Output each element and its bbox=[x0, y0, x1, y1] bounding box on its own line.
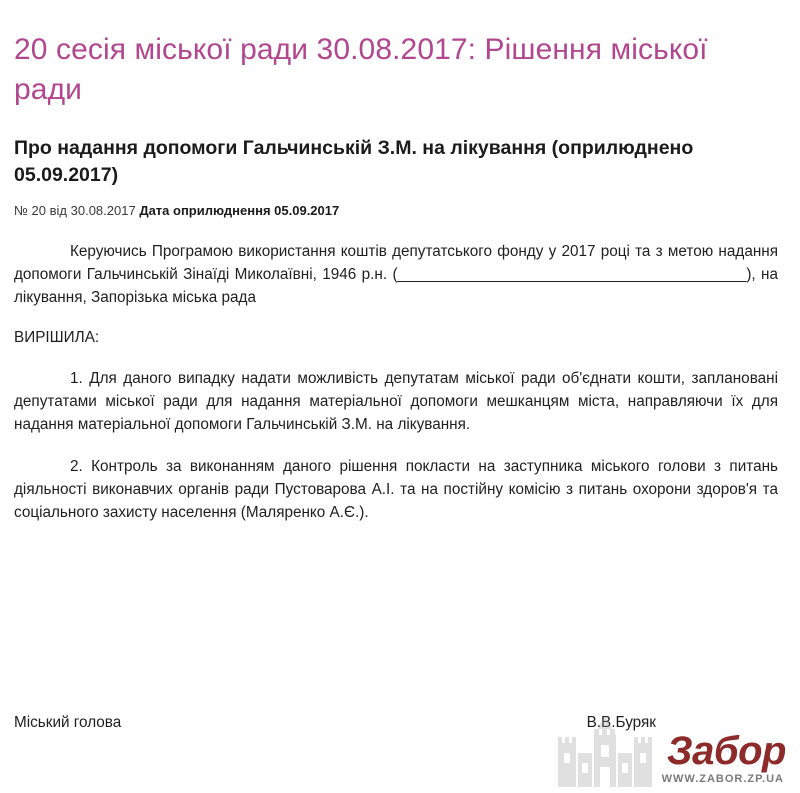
signature-name: В.В.Буряк bbox=[586, 714, 656, 731]
document-subtitle: Про надання допомоги Гальчинській З.М. на лікування (оприлюднено 05.09.2017) bbox=[14, 137, 694, 187]
page-title: 20 сесія міської ради 30.08.2017: Рішення міської ради bbox=[14, 33, 708, 106]
document-paragraph-decided: ВИРІШИЛА: bbox=[14, 328, 100, 346]
document-meta bbox=[14, 203, 778, 220]
signature-position: Міський голова bbox=[14, 714, 122, 731]
document-paragraph-preamble: Керуючись Програмою використання коштів депутатського фонду у 2017 році та з метою надання допомоги Гальчинській Зінаїді Миколаївні, 1946 р.н. (_________________________________________), на лікування, Запорізька міська рада bbox=[14, 242, 778, 307]
signature-block bbox=[14, 714, 778, 732]
document-publication-date: Дата оприлюднення 05.09.2017 bbox=[139, 203, 340, 218]
document-paragraph-2: 2. Контроль за виконанням даного рішення покласти на заступника міського голови з питань діяльності виконавчих органів ради Пустоварова А.І. та на постійну комісію з питань охорони здоров'я та соціального захисту населення (Маляренко А.Є.). bbox=[14, 457, 778, 522]
watermark-subtext: WWW.ZABOR.ZP.UA bbox=[661, 773, 784, 785]
watermark-text: Забор bbox=[666, 729, 786, 773]
document-paragraph-1: 1. Для даного випадку надати можливість депутатам міської ради об'єднати кошти, заплановані депутатами міської ради для надання матеріальної допомоги мешканцям міста, направляючи їх для надання матеріальної допомоги Гальчинській З.М. на лікування. bbox=[14, 369, 778, 434]
watermark bbox=[540, 699, 790, 789]
document-number-date: № 20 від 30.08.2017 bbox=[14, 203, 136, 218]
